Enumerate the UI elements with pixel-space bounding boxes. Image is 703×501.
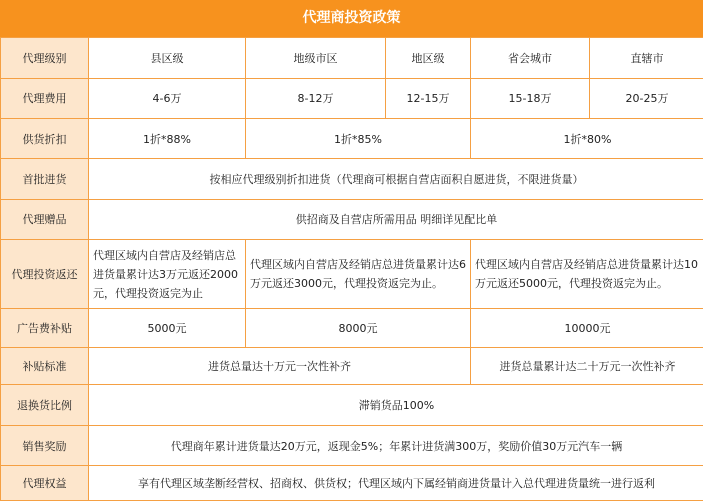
first-order-value: 按相应代理级别折扣进货（代理商可根据自营店面积自愿进货，不限进货量） [89,158,703,199]
row-ad-subsidy [1,309,703,348]
fee-county: 4-6万 [89,78,246,119]
fee-prefecture-city: 8-12万 [246,78,386,119]
discount-tier-3: 1折*80% [471,119,703,159]
policy-table [0,37,703,501]
page-title: 代理商投资政策 [0,0,703,37]
label-agent-gifts: 代理赠品 [1,199,89,240]
row-subsidy-standard [1,347,703,385]
row-agent-fee [1,78,703,119]
level-region: 地区级 [386,38,471,79]
label-supply-discount: 供货折扣 [1,119,89,159]
row-agent-gifts [1,199,703,240]
agent-rights-value: 享有代理区域垄断经营权、招商权、供货权；代理区域内下属经销商进货量计入总代理进货量统一进行返利 [89,466,703,501]
row-sales-reward [1,425,703,466]
return-ratio-value: 滞销货品100% [89,385,703,426]
row-supply-discount [1,119,703,159]
subsidy-standard-tier-2: 进货总量累计达二十万元一次性补齐 [471,347,703,385]
rebate-tier-2: 代理区域内自营店及经销店总进货量累计达6万元返还3000元，代理投资返完为止。 [246,240,471,309]
row-first-order [1,158,703,199]
sales-reward-value: 代理商年累计进货量达20万元，返现金5%；年累计进货满300万，奖励价值30万元汽车一辆 [89,425,703,466]
label-agent-level: 代理级别 [1,38,89,79]
fee-municipality: 20-25万 [590,78,703,119]
level-municipality: 直辖市 [590,38,703,79]
discount-tier-2: 1折*85% [246,119,471,159]
row-investment-rebate [1,240,703,309]
label-return-ratio: 退换货比例 [1,385,89,426]
label-agent-rights: 代理权益 [1,466,89,501]
row-return-ratio [1,385,703,426]
level-provincial-capital: 省会城市 [471,38,590,79]
fee-region: 12-15万 [386,78,471,119]
level-prefecture-city: 地级市区 [246,38,386,79]
ad-subsidy-tier-3: 10000元 [471,309,703,348]
label-first-order: 首批进货 [1,158,89,199]
row-agent-level [1,38,703,79]
label-investment-rebate: 代理投资返还 [1,240,89,309]
level-county: 县区级 [89,38,246,79]
discount-tier-1: 1折*88% [89,119,246,159]
rebate-tier-3: 代理区域内自营店及经销店总进货量累计达10万元返还5000元，代理投资返完为止。 [471,240,703,309]
row-agent-rights [1,466,703,501]
label-sales-reward: 销售奖励 [1,425,89,466]
ad-subsidy-tier-1: 5000元 [89,309,246,348]
gifts-value: 供招商及自营店所需用品 明细详见配比单 [89,199,703,240]
rebate-tier-1: 代理区域内自营店及经销店总进货量累计达3万元返还2000元，代理投资返完为止 [89,240,246,309]
subsidy-standard-tier-1: 进货总量达十万元一次性补齐 [89,347,471,385]
label-agent-fee: 代理费用 [1,78,89,119]
label-ad-subsidy: 广告费补贴 [1,309,89,348]
label-subsidy-standard: 补贴标准 [1,347,89,385]
ad-subsidy-tier-2: 8000元 [246,309,471,348]
fee-provincial-capital: 15-18万 [471,78,590,119]
